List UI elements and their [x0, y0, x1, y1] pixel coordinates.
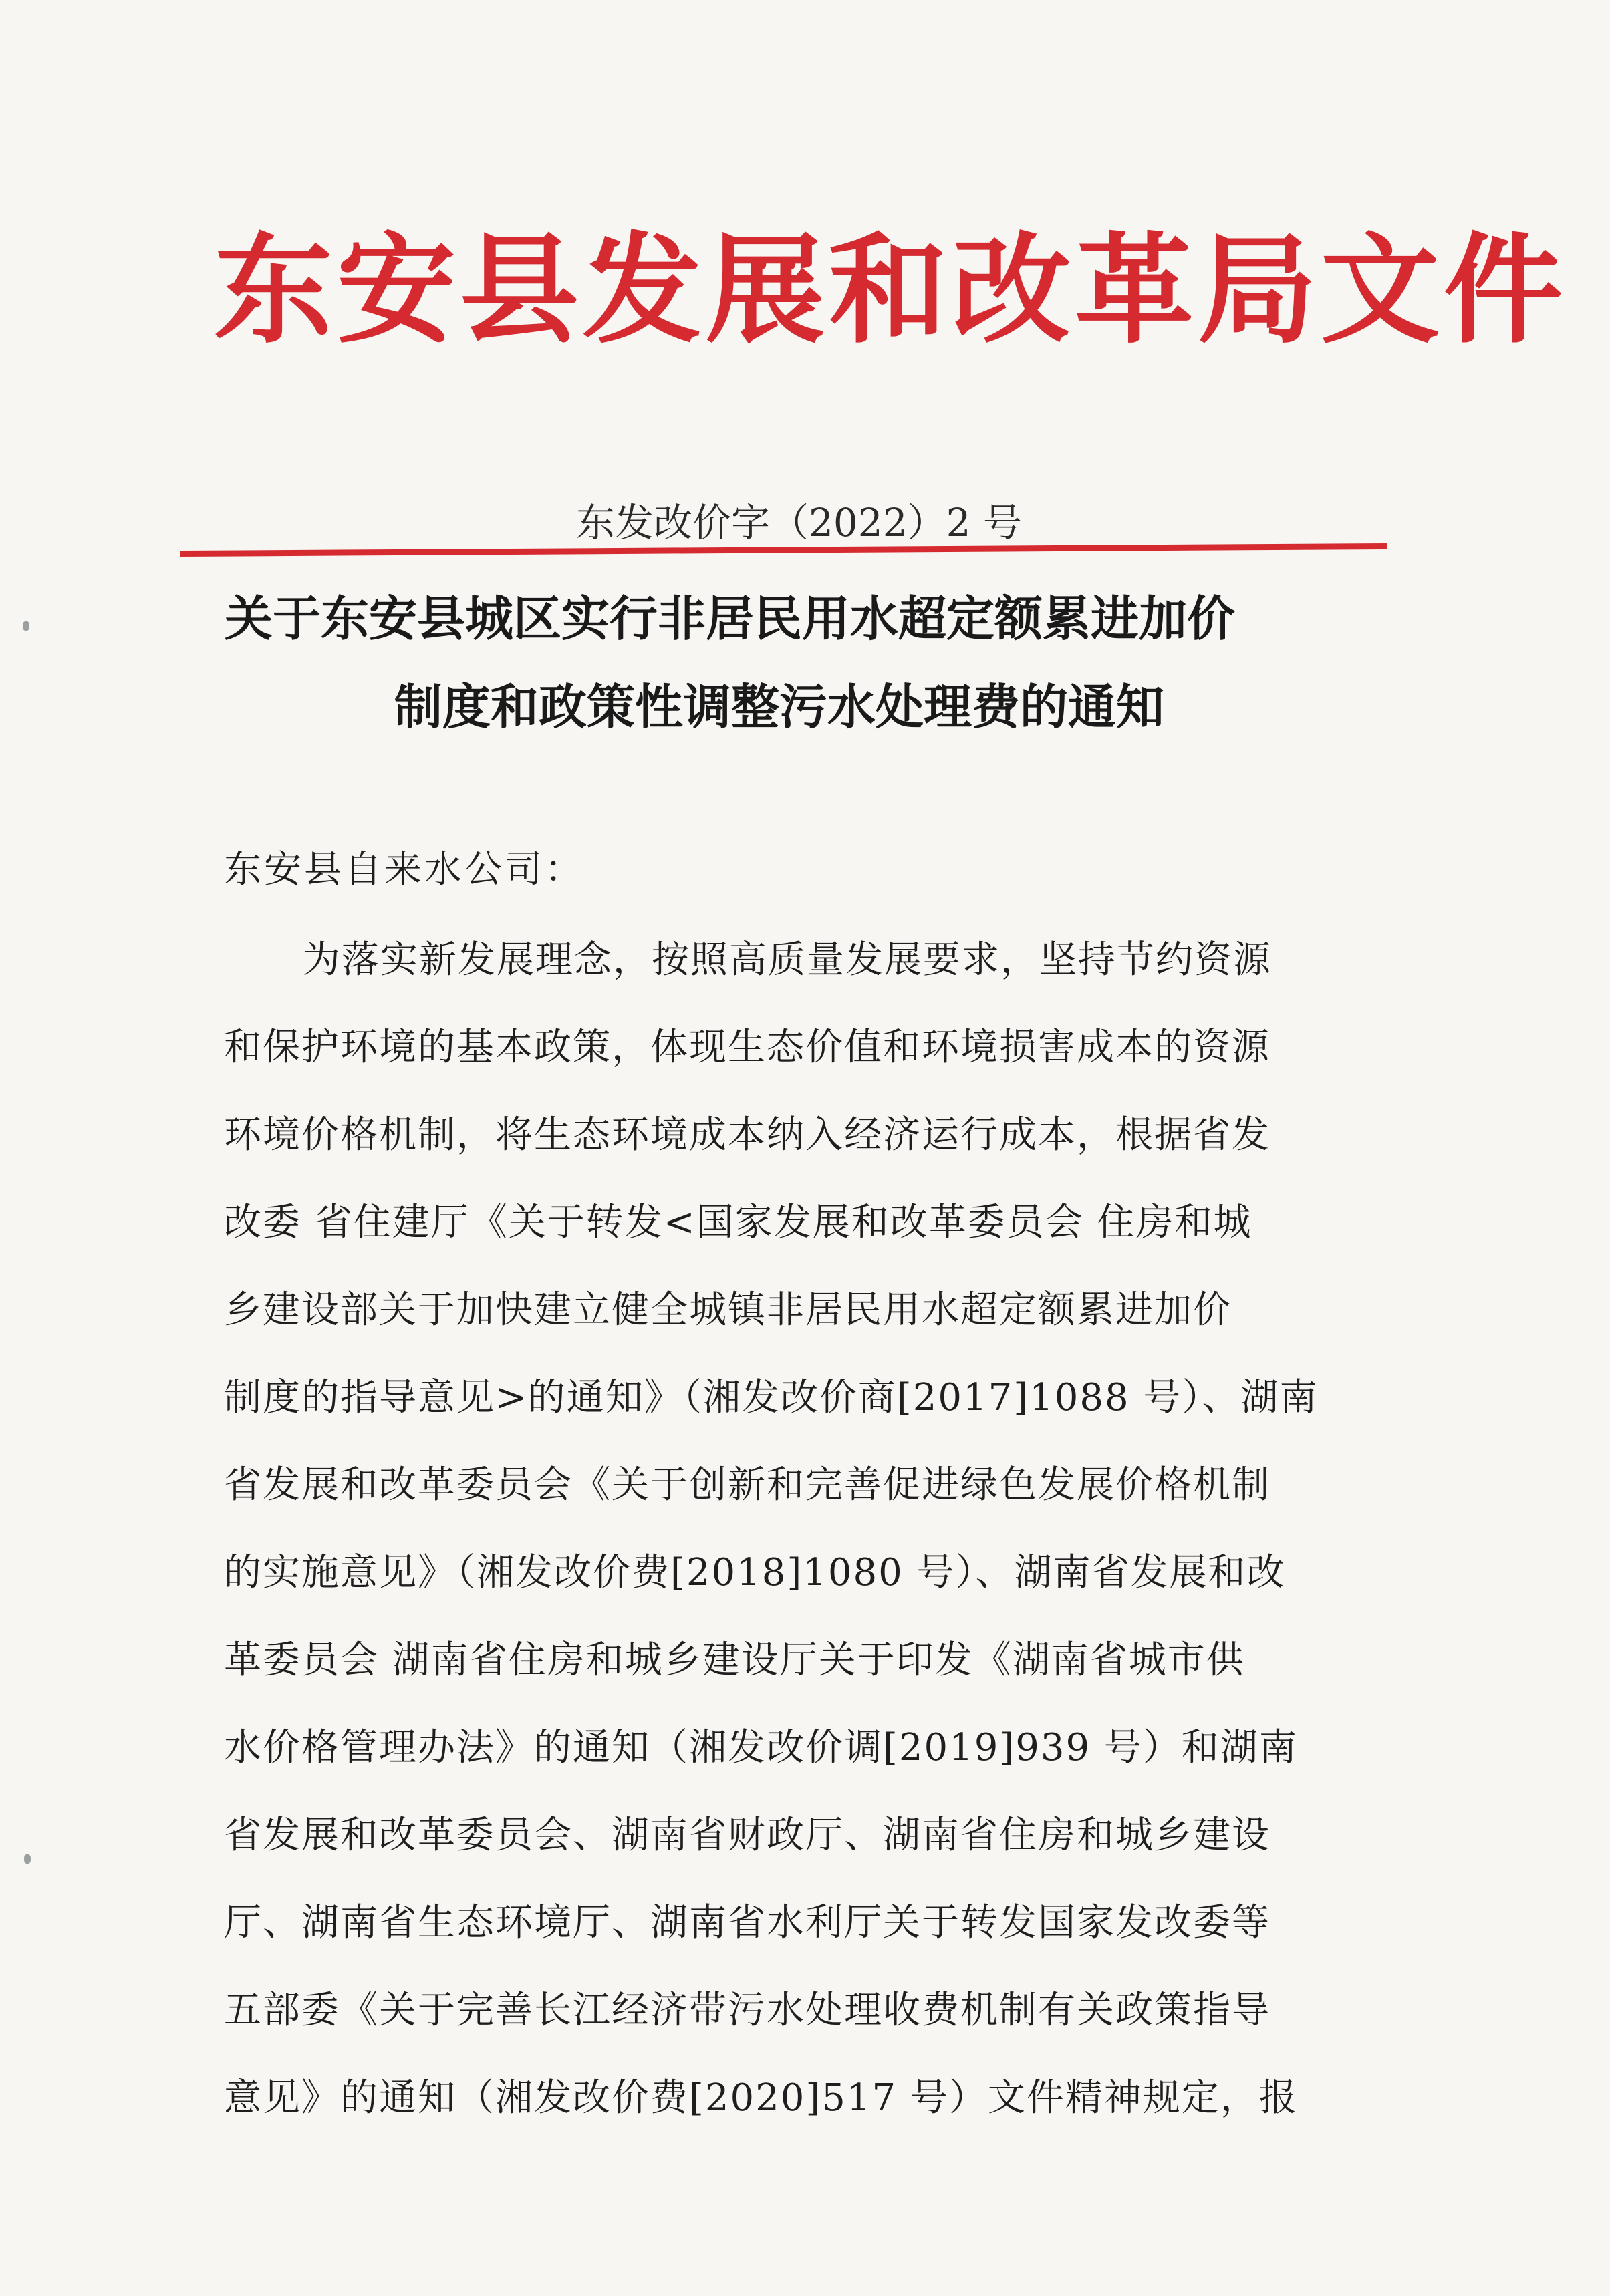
subject-line-2: 制度和政策性调整污水处理费的通知	[394, 679, 1165, 735]
body-line-9: 革委员会 湖南省住房和城乡建设厅关于印发《湖南省城市供	[224, 1638, 1245, 1682]
body-line-11: 省发展和改革委员会、湖南省财政厅、湖南省住房和城乡建设	[224, 1814, 1270, 1857]
salutation: 东安县自来水公司：	[224, 848, 585, 891]
body-line-1: 为落实新发展理念，按照高质量发展要求，坚持节约资源	[303, 938, 1272, 982]
body-line-6: 制度的指导意见>的通知》（湘发改价商[2017]1088 号）、湖南	[224, 1376, 1319, 1419]
body-line-5: 乡建设部关于加快建立健全城镇非居民用水超定额累进加价	[224, 1288, 1232, 1332]
issuer-header-title: 东安县发展和改革局文件	[214, 221, 1567, 360]
body-line-13: 五部委《关于完善长江经济带污水处理收费机制有关政策指导	[224, 1989, 1270, 2032]
document-number: 东发改价字（2022）2 号	[576, 500, 1022, 545]
body-line-10: 水价格管理办法》的通知（湘发改价调[2019]939 号）和湖南	[224, 1726, 1298, 1769]
body-line-2: 和保护环境的基本政策，体现生态价值和环境损害成本的资源	[224, 1026, 1270, 1069]
body-line-8: 的实施意见》（湘发改价费[2018]1080 号）、湖南省发展和改	[224, 1551, 1286, 1594]
scan-speck	[24, 1854, 31, 1864]
body-line-14: 意见》的通知（湘发改价费[2020]517 号）文件精神规定，报	[224, 2076, 1298, 2120]
body-line-12: 厅、湖南省生态环境厅、湖南省水利厅关于转发国家发改委等	[224, 1901, 1270, 1945]
body-line-4: 改委 省住建厅《关于转发<国家发展和改革委员会 住房和城	[224, 1201, 1252, 1244]
body-line-7: 省发展和改革委员会《关于创新和完善促进绿色发展价格机制	[224, 1463, 1270, 1507]
scan-speck	[23, 621, 29, 631]
body-line-3: 环境价格机制，将生态环境成本纳入经济运行成本，根据省发	[224, 1113, 1270, 1157]
subject-line-1: 关于东安县城区实行非居民用水超定额累进加价	[225, 591, 1236, 647]
